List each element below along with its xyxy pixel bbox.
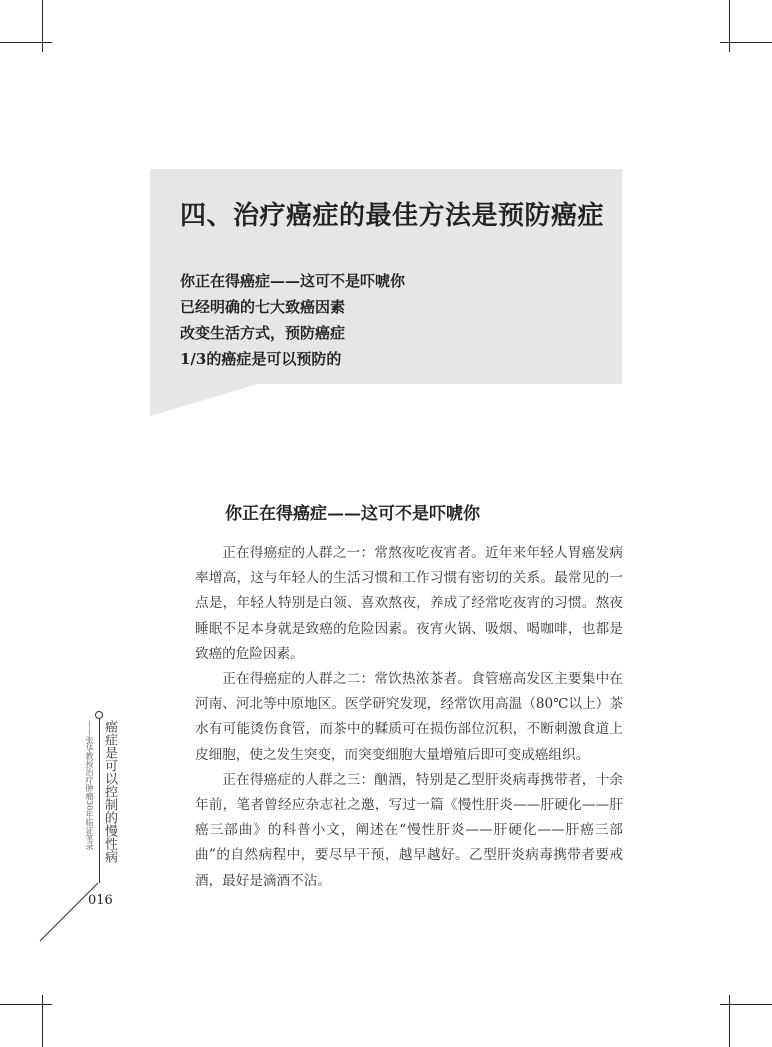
running-book-title: 癌症是可以控制的慢性病 (102, 720, 117, 863)
page-number: 016 (88, 893, 113, 908)
running-book-subtitle: ——张华教授治疗肿瘤30年临证笔录 (85, 720, 94, 851)
paragraph: 正在得癌症的人群之一：常熬夜吃夜宵者。近年来年轻人胃癌发病率增高，这与年轻人的生活习惯和工作习惯有密切的关系。最常见的一点是，年轻人特别是白领、喜欢熬夜，养成了经常吃夜宵的习惯。熬夜睡眠不足本身就是致癌的危险因素。夜宵火锅、吸烟、喝咖啡，也都是致癌的危险因素。 (195, 545, 623, 662)
toc-item: 你正在得癌症——这可不是吓唬你 (180, 272, 406, 290)
toc-item: 1/3的癌症是可以预防的 (180, 350, 342, 368)
paragraph: 正在得癌症的人群之二：常饮热浓茶者。食管癌高发区主要集中在河南、河北等中原地区。医学研究发现，经常饮用高温（80℃以上）茶水有可能烫伤食管，而茶中的鞣质可在损伤部位沉积，不断刺激食道上皮细胞，使之发生突变，而突变细胞大量增殖后即可变成癌组织。 (195, 671, 623, 763)
toc-item: 已经明确的七大致癌因素 (180, 298, 346, 316)
chapter-title: 四、治疗癌症的最佳方法是预防癌症 (180, 201, 605, 231)
paragraph: 正在得癌症的人群之三：酗酒，特别是乙型肝炎病毒携带者，十余年前，笔者曾经应杂志社之邀，写过一篇《慢性肝炎——肝硬化——肝癌三部曲》的科普小文，阐述在“慢性肝炎——肝硬化——肝癌三部曲”的自然病程中，要尽早干预，越早越好。乙型肝炎病毒携带者要戒酒，最好是滴酒不沾。 (195, 771, 623, 889)
section-heading: 你正在得癌症——这可不是吓唬你 (225, 504, 480, 524)
toc-item: 改变生活方式，预防癌症 (180, 324, 346, 342)
